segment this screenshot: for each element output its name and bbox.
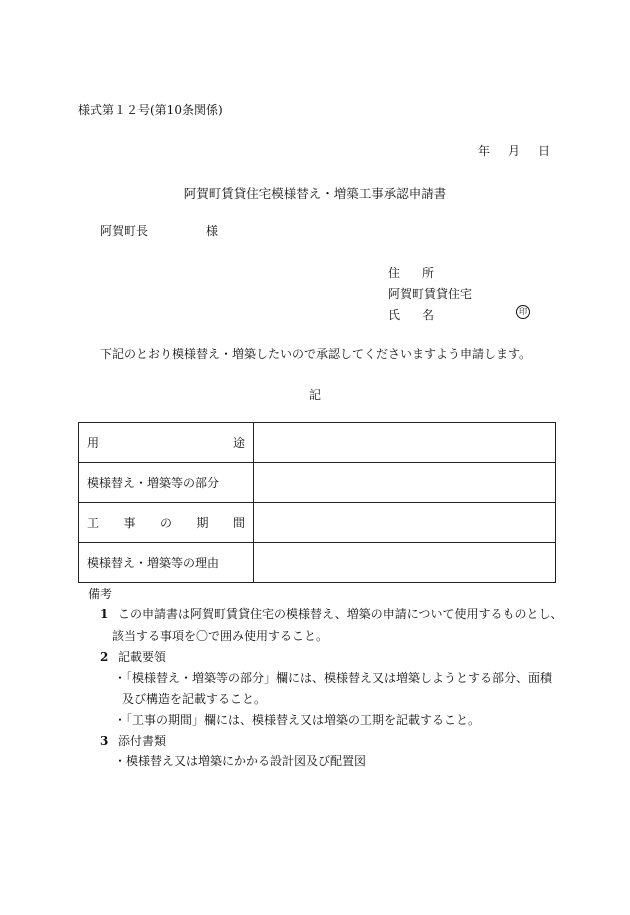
table-row-part	[79, 463, 556, 503]
address-label-1: 住	[388, 266, 401, 280]
period-label-char: 期	[196, 516, 209, 530]
remark-number: 2	[100, 650, 109, 664]
ki-heading: 記	[308, 388, 321, 402]
part-value[interactable]	[254, 463, 556, 503]
details-table	[78, 422, 556, 583]
address-label	[388, 264, 434, 281]
period-label-char: 間	[232, 516, 245, 530]
purpose-label-1: 用	[87, 436, 100, 450]
name-label-1: 氏	[388, 308, 401, 322]
period-label-char: 事	[123, 516, 136, 530]
document-title: 阿賀町賃貸住宅模様替え・増築工事承認申請書	[183, 186, 447, 201]
addressee-honorific: 様	[206, 224, 219, 238]
remark-1	[100, 605, 562, 622]
table-row-reason	[79, 543, 556, 583]
remark-number: 1	[100, 607, 109, 621]
purpose-label	[79, 423, 254, 463]
period-label-char: の	[159, 516, 172, 530]
remark-3	[100, 732, 166, 749]
reason-label: 模様替え・増築等の理由	[79, 543, 254, 583]
purpose-label-2: 途	[232, 436, 245, 450]
remark-3-title: 添付書類	[118, 734, 167, 748]
reason-value[interactable]	[254, 543, 556, 583]
request-text: 下記のとおり模様替え・増築したいので承認してくださいますよう申請します。	[100, 347, 532, 361]
remark-2-item-1-cont: 及び構造を記載すること。	[122, 692, 267, 706]
addressee-name: 阿賀町長	[100, 224, 149, 238]
remarks-title: 備考	[88, 587, 113, 601]
remark-1-line-1: この申請書は阿賀町賃貸住宅の模様替え、増築の申請について使用するものとし、	[118, 607, 563, 621]
remark-2-title: 記載要領	[118, 650, 167, 664]
purpose-value[interactable]	[254, 423, 556, 463]
period-value[interactable]	[254, 503, 556, 543]
addressee	[100, 222, 218, 239]
form-number: 様式第１２号(第10条関係)	[78, 103, 223, 117]
address-label-2: 所	[422, 266, 435, 280]
period-label-char: 工	[87, 516, 100, 530]
table-row-period	[79, 503, 556, 543]
date-year: 年	[478, 144, 491, 158]
remark-1-line-2: 該当する事項を〇で囲み使用すること。	[112, 629, 329, 643]
date-month: 月	[508, 144, 521, 158]
remark-2-item-1: ・「模様替え・増築等の部分」欄には、模様替え又は増築しようとする部分、面積	[114, 671, 553, 685]
remark-2-item-2: ・「工事の期間」欄には、模様替え又は増築の工期を記載すること。	[114, 713, 481, 727]
name-label	[388, 306, 434, 323]
name-label-2: 名	[422, 308, 435, 322]
table-row-purpose	[79, 423, 556, 463]
part-label: 模様替え・増築等の部分	[79, 463, 254, 503]
seal-mark: 印	[516, 305, 530, 319]
address-value: 阿賀町賃貸住宅	[388, 287, 473, 301]
remark-3-item-1: ・模様替え又は増築にかかる設計図及び配置図	[114, 754, 367, 768]
remark-number: 3	[100, 734, 109, 748]
date-day: 日	[538, 144, 551, 158]
remark-2	[100, 648, 166, 665]
date-line	[478, 142, 550, 159]
period-label	[79, 503, 254, 543]
